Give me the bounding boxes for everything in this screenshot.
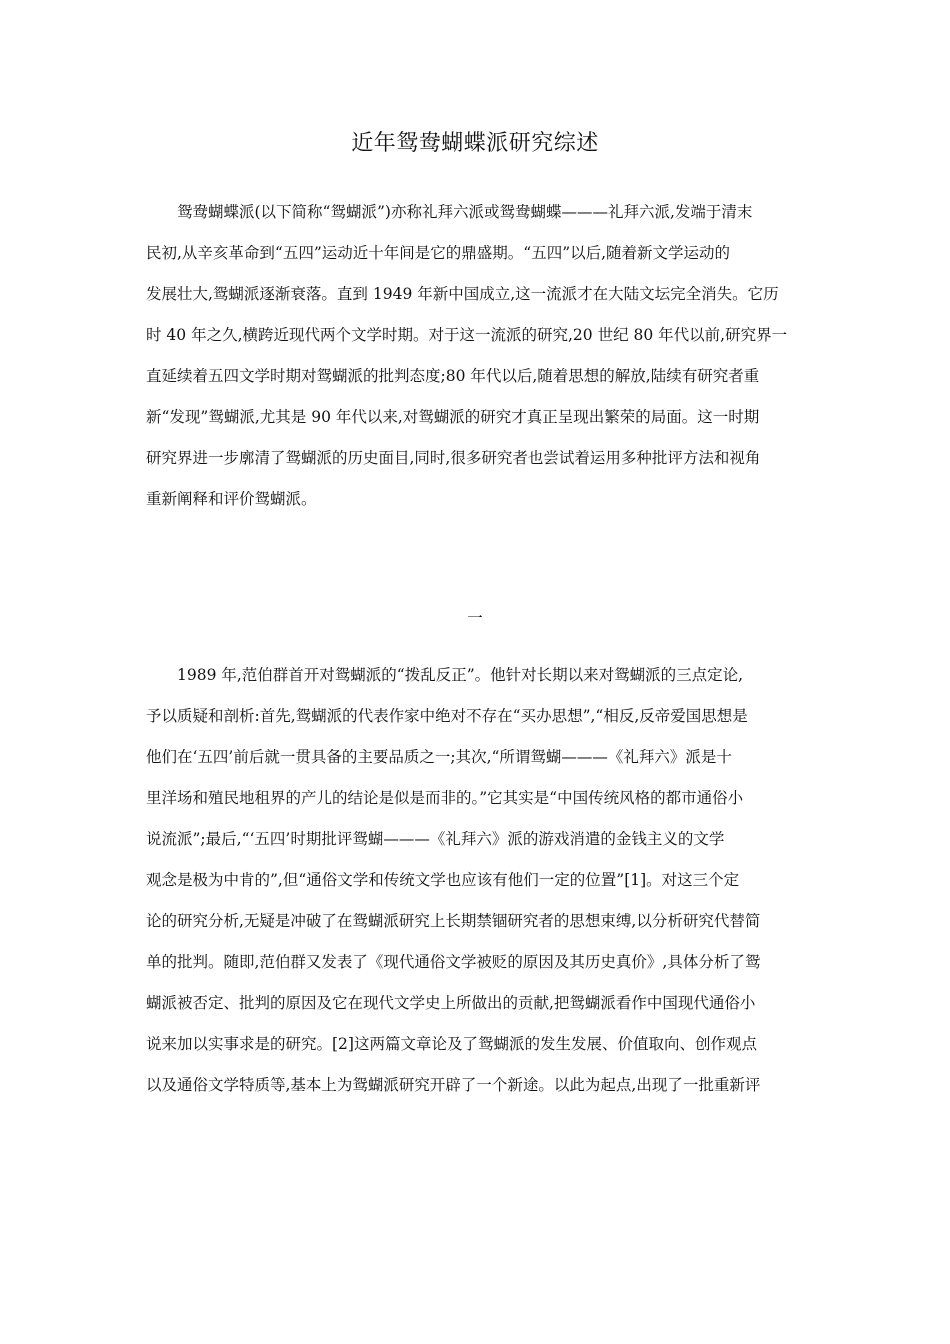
paragraph-line: 鸳鸯蝴蝶派(以下简称“鸳蝴派”)亦称礼拜六派或鸳鸯蝴蝶———礼拜六派,发端于清末 [177, 203, 753, 221]
paragraph-line: 发展壮大,鸳蝴派逐渐衰落。直到 1949 年新中国成立,这一流派才在大陆文坛完全消失。它历 [146, 285, 779, 303]
paragraph-line: 时 40 年之久,横跨近现代两个文学时期。对于这一流派的研究,20 世纪 80 年代以前,研究界一 [146, 326, 788, 344]
paragraph-line: 单的批判。随即,范伯群又发表了《现代通俗文学被贬的原因及其历史真价》,具体分析了鸳 [146, 953, 761, 971]
paragraph-line: 重新阐释和评价鸳蝴派。 [146, 490, 317, 508]
paragraph-line: 论的研究分析,无疑是冲破了在鸳蝴派研究上长期禁锢研究者的思想束缚,以分析研究代替简 [146, 912, 761, 930]
paragraph-line: 说来加以实事求是的研究。[2]这两篇文章论及了鸳蝴派的发生发展、价值取向、创作观点 [146, 1035, 757, 1053]
paragraph-line: 研究界进一步廓清了鸳蝴派的历史面目,同时,很多研究者也尝试着运用多种批评方法和视角 [146, 449, 761, 467]
paragraph-line: 民初,从辛亥革命到“五四”运动近十年间是它的鼎盛期。“五四”以后,随着新文学运动的 [146, 244, 731, 262]
paragraph-line: 他们在‘五四’前后就一贯具备的主要品质之一;其次,“所谓鸳蝴———《礼拜六》派是十 [146, 748, 732, 766]
paragraph-line: 蝴派被否定、批判的原因及它在现代文学史上所做出的贡献,把鸳蝴派看作中国现代通俗小 [146, 994, 756, 1012]
intro-paragraph [146, 192, 808, 520]
paragraph-line: 观念是极为中肯的”,但“通俗文学和传统文学也应该有他们一定的位置”[1]。对这三个定 [146, 871, 740, 889]
paragraph-line: 予以质疑和剖析:首先,鸳蝴派的代表作家中绝对不存在“买办思想”,“相反,反帝爱国思想是 [146, 707, 748, 725]
paragraph-line: 里洋场和殖民地租界的产儿的结论是似是而非的。”它其实是“中国传统风格的都市通俗小 [146, 789, 744, 807]
paragraph-line: 1989 年,范伯群首开对鸳蝴派的“拨乱反正”。他针对长期以来对鸳蝴派的三点定论, [177, 666, 744, 684]
section-number: 一 [467, 609, 483, 627]
paragraph-line: 直延续着五四文学时期对鸳蝴派的批判态度;80 年代以后,随着思想的解放,陆续有研究者重 [146, 367, 760, 385]
paragraph-line: 新“发现”鸳蝴派,尤其是 90 年代以来,对鸳蝴派的研究才真正呈现出繁荣的局面。这一时期 [146, 408, 760, 426]
document-title: 近年鸳鸯蝴蝶派研究综述 [351, 131, 599, 156]
paragraph-line: 以及通俗文学特质等,基本上为鸳蝴派研究开辟了一个新途。以此为起点,出现了一批重新评 [146, 1076, 761, 1094]
paragraph-line: 说流派”;最后,“‘五四’时期批评鸳蝴———《礼拜六》派的游戏消遣的金钱主义的文学 [146, 830, 725, 848]
section-one-paragraph [146, 655, 808, 1106]
